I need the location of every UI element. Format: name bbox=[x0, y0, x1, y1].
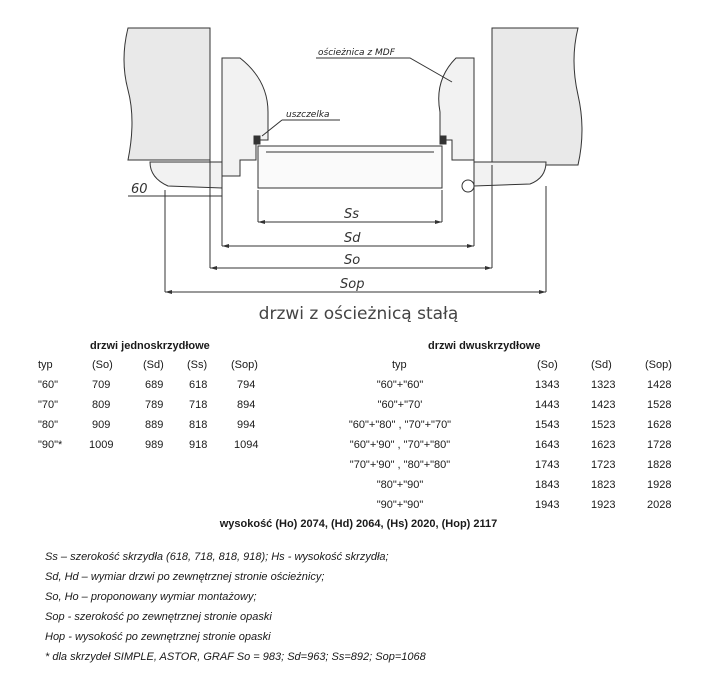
frame-label: ościeżnica z MDF bbox=[318, 48, 395, 58]
note-line: Sd, Hd – wymiar drzwi po zewnętrznej stronie ościeżnicy; bbox=[45, 571, 325, 583]
cell-so: 809 bbox=[92, 399, 111, 411]
seal-right bbox=[440, 136, 446, 144]
cell-type: "60"+"70' bbox=[377, 399, 423, 411]
seal-left bbox=[254, 136, 260, 144]
drawing-caption: drzwi z ościeżnicą stałą bbox=[258, 304, 459, 324]
cell-so: 1943 bbox=[535, 499, 560, 511]
cell-sop: 1528 bbox=[647, 399, 672, 411]
seal-label: uszczelka bbox=[286, 110, 330, 120]
cell-type: "60" bbox=[38, 379, 59, 391]
cell-ss: 718 bbox=[189, 399, 208, 411]
dim-ss-label: Ss bbox=[344, 207, 360, 222]
dim-60-label: 60 bbox=[131, 182, 148, 197]
single-header-sd: (Sd) bbox=[143, 359, 164, 371]
cell-sd: 989 bbox=[145, 439, 164, 451]
cell-sd: 1823 bbox=[591, 479, 616, 491]
cell-sd: 1623 bbox=[591, 439, 616, 451]
single-table-title: drzwi jednoskrzydłowe bbox=[90, 340, 210, 352]
cell-so: 1343 bbox=[535, 379, 560, 391]
cell-sop: 894 bbox=[237, 399, 256, 411]
cell-type: "60"+"80" , "70"+"70" bbox=[348, 419, 452, 431]
note-line: Ss – szerokość skrzydła (618, 718, 818, 918); Hs - wysokość skrzydła; bbox=[45, 551, 389, 563]
note-line: So, Ho – proponowany wymiar montażowy; bbox=[45, 591, 257, 603]
cell-type: "80" bbox=[38, 419, 59, 431]
cell-so: 709 bbox=[92, 379, 111, 391]
cell-so: 1643 bbox=[535, 439, 560, 451]
cell-sop: 994 bbox=[237, 419, 256, 431]
note-line: Sop - szerokość po zewnętrznej stronie opaski bbox=[45, 611, 272, 623]
dim-sd-label: Sd bbox=[344, 231, 361, 246]
cell-type: "90"+"90" bbox=[376, 499, 424, 511]
double-header-sop: (Sop) bbox=[645, 359, 672, 371]
dim-so-label: So bbox=[344, 253, 361, 268]
cell-type: "90"* bbox=[38, 439, 63, 451]
right-wall bbox=[492, 28, 582, 165]
cell-sd: 1323 bbox=[591, 379, 616, 391]
cell-sd: 789 bbox=[145, 399, 164, 411]
double-header-type: typ bbox=[392, 359, 407, 371]
cell-type: "70"+'90" , "80"+"80" bbox=[349, 459, 451, 471]
single-header-ss: (Ss) bbox=[187, 359, 208, 371]
cell-so: 1743 bbox=[535, 459, 560, 471]
cell-type: "60"+"60" bbox=[376, 379, 424, 391]
right-architrave bbox=[474, 162, 546, 186]
cell-sop: 1828 bbox=[647, 459, 672, 471]
cell-sop: 1628 bbox=[647, 419, 672, 431]
cell-so: 1543 bbox=[535, 419, 560, 431]
cell-type: "80"+"90" bbox=[376, 479, 424, 491]
door-frame-cross-section bbox=[0, 0, 717, 330]
cell-so: 1843 bbox=[535, 479, 560, 491]
cell-so: 1443 bbox=[535, 399, 560, 411]
height-dimensions: wysokość (Ho) 2074, (Hd) 2064, (Hs) 2020, (Hop) 2117 bbox=[219, 518, 498, 530]
dim-sop-label: Sop bbox=[340, 277, 365, 292]
hinge bbox=[462, 180, 474, 192]
note-line: Hop - wysokość po zewnętrznej stronie opaski bbox=[45, 631, 271, 643]
cell-sop: 1094 bbox=[234, 439, 259, 451]
single-header-type: typ bbox=[38, 359, 53, 371]
double-header-so: (So) bbox=[537, 359, 558, 371]
cell-sop: 1728 bbox=[647, 439, 672, 451]
cell-sd: 1723 bbox=[591, 459, 616, 471]
cell-sd: 1923 bbox=[591, 499, 616, 511]
note-footnote: * dla skrzydeł SIMPLE, ASTOR, GRAF So = 983; Sd=963; Ss=892; Sop=1068 bbox=[45, 651, 426, 663]
cell-type: "60"+'90" , "70"+"80" bbox=[349, 439, 451, 451]
cell-ss: 618 bbox=[189, 379, 208, 391]
cell-ss: 818 bbox=[189, 419, 208, 431]
cell-sop: 1428 bbox=[647, 379, 672, 391]
right-frame bbox=[439, 58, 474, 176]
cell-sop: 1928 bbox=[647, 479, 672, 491]
cell-sd: 889 bbox=[145, 419, 164, 431]
single-header-so: (So) bbox=[92, 359, 113, 371]
cell-so: 909 bbox=[92, 419, 111, 431]
double-header-sd: (Sd) bbox=[591, 359, 612, 371]
left-architrave bbox=[150, 162, 222, 188]
cell-so: 1009 bbox=[89, 439, 114, 451]
cell-sop: 794 bbox=[237, 379, 256, 391]
cell-type: "70" bbox=[38, 399, 59, 411]
single-header-sop: (Sop) bbox=[231, 359, 258, 371]
left-wall bbox=[124, 28, 210, 160]
double-table-title: drzwi dwuskrzydłowe bbox=[428, 340, 541, 352]
cell-sd: 1523 bbox=[591, 419, 616, 431]
cell-sd: 1423 bbox=[591, 399, 616, 411]
cell-sop: 2028 bbox=[647, 499, 672, 511]
cell-ss: 918 bbox=[189, 439, 208, 451]
cell-sd: 689 bbox=[145, 379, 164, 391]
